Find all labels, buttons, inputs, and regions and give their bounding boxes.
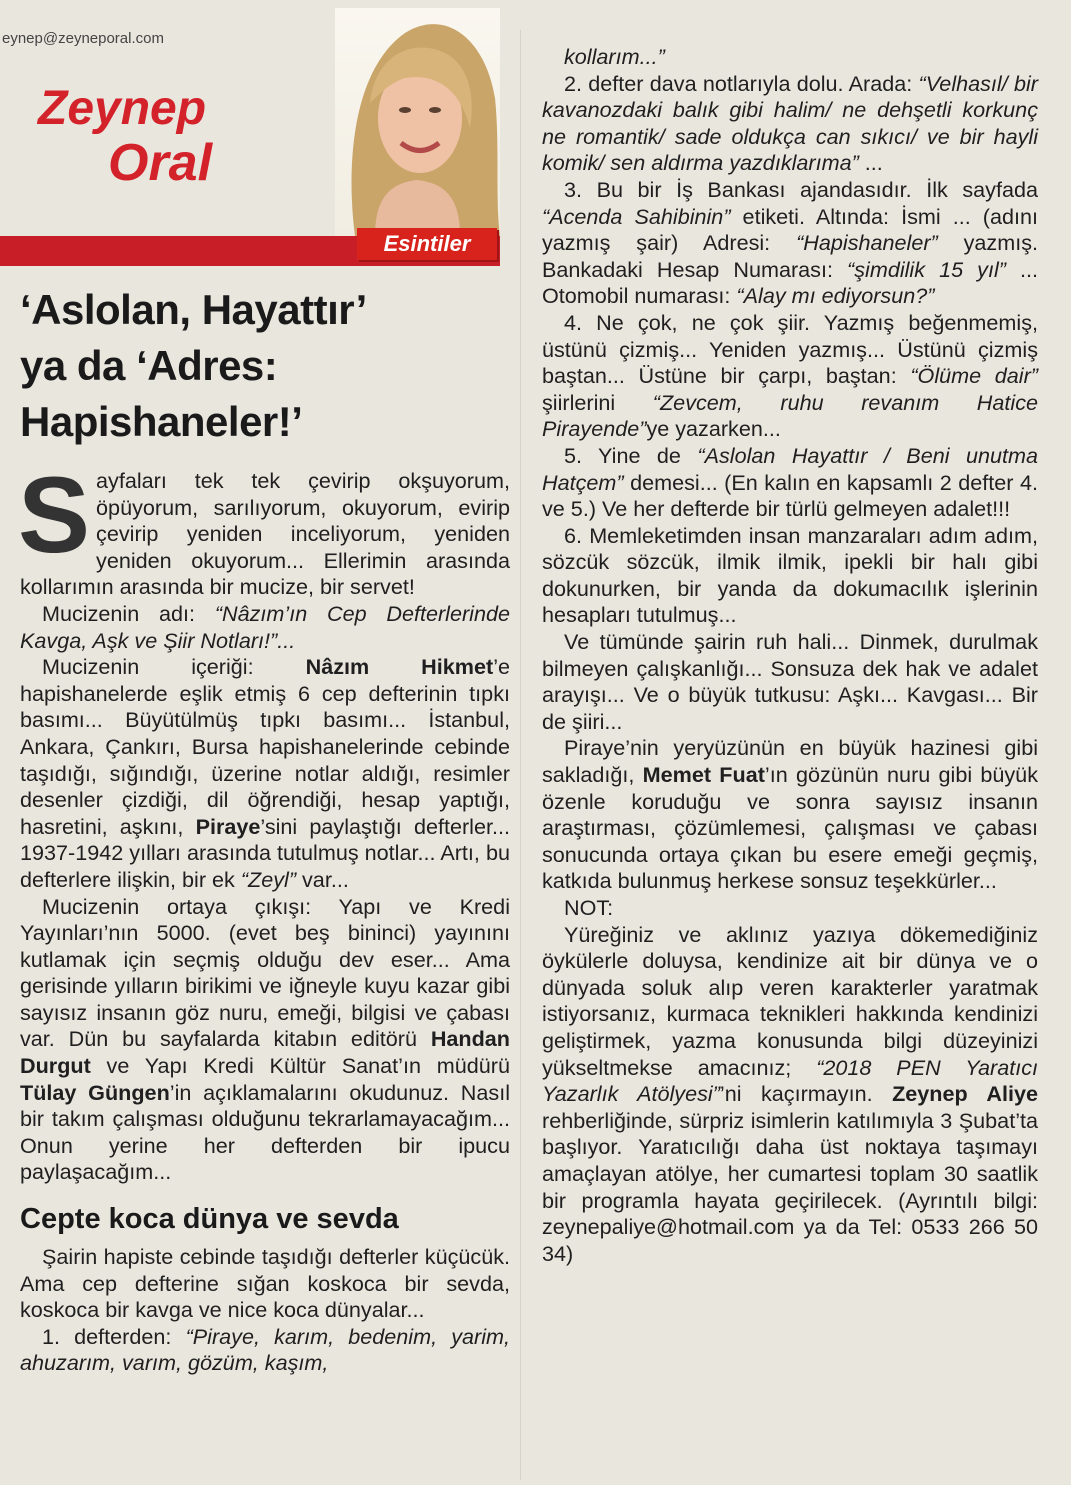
author-email: eynep@zeyneporal.com bbox=[2, 30, 164, 47]
paragraph-c4 bbox=[542, 310, 1038, 443]
author-photo bbox=[335, 8, 500, 236]
c5-b: “Aslolan Hayattır / Beni unutma Hatçem” bbox=[542, 442, 1038, 495]
drop-cap: S bbox=[18, 454, 91, 575]
n-b: “2018 PEN Yaratıcı Yazarlık Atölyesi” bbox=[542, 1054, 1038, 1107]
paragraph-c1 bbox=[542, 44, 1038, 71]
c3-a: 3. Bu bir İş Bankası ajandasıdır. İlk sayfada bbox=[564, 176, 1038, 202]
subheading: Cepte koca dünya ve sevda bbox=[20, 1203, 399, 1236]
c2-b: “Velhasıl/ bir kavanozdaki balık gibi halim/ ne dehşetli korkunç ne romantik/ sade oldukça can sıkıcı/ ve bir hayli komik/ sen aldırma yazdıklarıma” bbox=[542, 70, 1038, 176]
headline-line-3: Hapishaneler!’ bbox=[20, 398, 303, 445]
c8-b: Memet Fuat bbox=[642, 762, 765, 788]
p4-d: Tülay Güngen bbox=[20, 1079, 170, 1105]
author-name bbox=[38, 82, 268, 190]
headline bbox=[20, 282, 510, 450]
n-a: Yüreğiniz ve aklınız yazıya dökemediğiniz öykülerle doluysa, kendinize ait bir dünya ve o dünyada soluk alıp veren karakterler yaratmak istiyorsanız, kurmaca teknikleri hakkında kendinizi geliştirmek, yazma konusunda bilgi düzeyinizi yükseltmekse amacınız; bbox=[542, 921, 1038, 1080]
p6-a: 1. defterden: bbox=[42, 1323, 186, 1349]
paragraph-c2 bbox=[542, 71, 1038, 177]
paragraph-c7: Ve tümünde şairin ruh hali... Dinmek, durulmak bilmeyen çalışkanlığı... Sonsuza dek hak ve adalet arayışı... Ve o büyük tutkusu: Aşkı... Kavgası... Bir de şiiri... bbox=[542, 629, 1038, 734]
c3-g: ... Otomobil numarası: bbox=[542, 256, 1039, 309]
c8-a: Piraye’nin yeryüzünün en büyük hazinesi gibi sakladığı, bbox=[542, 735, 1038, 788]
headline-line-2: ya da ‘Adres: bbox=[20, 342, 278, 389]
note-paragraph bbox=[542, 922, 1038, 1268]
p3-c: ’e hapishanelerde eşlik etmiş 6 cep defterinin tıpkı basımı... Büyütülmüş tıpkı basımı... İstanbul, Ankara, Çankırı, Bursa hapishanelerinde cebinde taşıdığı, sığındığı, üzerine notlar aldığı, resimler desenler çizdiği, dil öğrendiği, hesap yaptığı, hasretini, aşkını, bbox=[20, 654, 510, 839]
p4-a: Mucizenin ortaya çıkışı: Yapı ve Kredi Yayınları’nın 5000. (evet beş bininci) yayınını kutlamak için seçmiş olduğu dev eser... Ama gerisinde yılların birikimi ve iğneyle kuyu kazar gibi sayısız insanın göz nuru, emeği, bilgisi ve çabası var. Dün bu sayfalarda kitabın editörü bbox=[20, 893, 510, 1052]
paragraph-1 bbox=[18, 454, 510, 601]
author-last-name: Oral bbox=[108, 134, 213, 192]
n-e: rehberliğinde, sürpriz isimlerin katılımıyla 3 Şubat’ta başlıyor. Yaratıcılığı daha üst noktaya taşımayı amaçlayan atölye, her cumartesi toplam 30 saatlik bir programla hayata geçirilecek. (Ayrıntılı bilgi: zeynepaliye@hotmail.com ya da Tel: 0533 266 50 34) bbox=[542, 1107, 1038, 1266]
c4-b: “Ölüme dair” bbox=[910, 363, 1038, 389]
paragraph-2 bbox=[20, 601, 510, 654]
p6-b: “Piraye, karım, bedenim, yarim, ahuzarım, varım, gözüm, kaşım, bbox=[20, 1323, 510, 1376]
column-divider bbox=[520, 30, 521, 1480]
headline-line-1: ‘Aslolan, Hayattır’ bbox=[20, 286, 367, 333]
paragraph-c6: 6. Memleketimden insan manzaraları adım adım, sözcük sözcük, ilmik ilmik, ipekli bir halı gibi dokunurken, bir yanda da dokumacılık işlerinin hesapları tutulmuş... bbox=[542, 522, 1038, 628]
c3-b: “Acenda Sahibinin” bbox=[542, 203, 731, 229]
c4-a: 4. Ne çok, ne çok şiir. Yazmış beğenmemiş, üstünü çizmiş... Yeniden yazmış... Üstünü çizmiş baştan... Üstüne bir çarpı, baştan: bbox=[542, 309, 1038, 389]
p3-d: Piraye bbox=[195, 813, 261, 839]
c3-c: etiketi. Altında: İsmi ... (adını yazmış şair) Adresi: bbox=[542, 203, 1038, 256]
p4-e: ’in açıklamalarını okudunuz. Nasıl bir takım çalışması olduğunu tekrarlamayacağım... Onun yerine her defterden bir ipucu paylaşacağım... bbox=[20, 1079, 510, 1185]
paragraph-c5 bbox=[542, 443, 1038, 523]
article-column-2 bbox=[542, 44, 1038, 1267]
c1-text: kollarım...” bbox=[564, 44, 665, 69]
c3-e: yazmış. Bankadaki Hesap Numarası: bbox=[542, 230, 1039, 282]
p3-f: “Zeyl” bbox=[240, 866, 297, 892]
c5-c: demesi... (En kalın en kapsamlı 2 defter 4. ve 5.) Ve her defterde bir türlü gelmeyen adalet!!! bbox=[542, 469, 1038, 522]
c4-c: şiirlerini bbox=[542, 389, 653, 415]
p4-b: Handan Durgut bbox=[20, 1026, 510, 1079]
column-tag: Esintiler bbox=[357, 228, 497, 260]
paragraph-c3 bbox=[542, 177, 1038, 310]
p2-a: Mucizenin adı: bbox=[42, 600, 215, 626]
paragraph-3 bbox=[20, 654, 510, 893]
paragraph-c8 bbox=[542, 735, 1038, 895]
c4-d: “Zevcem, ruhu revanım Hatice Pirayende” bbox=[542, 389, 1038, 442]
article-column-1 bbox=[18, 454, 511, 1377]
c5-a: 5. Yine de bbox=[564, 442, 698, 468]
c2-c: ... bbox=[858, 150, 883, 176]
note-title: NOT: bbox=[564, 895, 614, 920]
paragraph-5: Şairin hapiste cebinde taşıdığı defterler küçücük. Ama cep defterine sığan koskoca bir sevda, koskoca bir kavga ve nice koca dünyalar... bbox=[20, 1244, 510, 1323]
author-portrait-image bbox=[335, 8, 500, 236]
n-c: ’ni kaçırmayın. bbox=[719, 1081, 893, 1107]
p3-e: ’sini paylaştığı defterler... 1937-1942 yılları arasında tutulmuş notlar... Artı, bu defterlere ilişkin, bir ek bbox=[20, 813, 510, 892]
c8-c: ’ın gözünün nuru gibi büyük özenle koruduğu ve sonra sayısız insanın araştırması, çözümlemesi, çalışması ve çabası sonucunda ortaya çıkan bu esere emeği geçmiş, katkıda bulunmuş herkese sonsuz teşekkürler... bbox=[542, 762, 1038, 894]
paragraph-4 bbox=[20, 894, 510, 1187]
c3-d: “Hapishaneler” bbox=[796, 230, 938, 256]
paragraph-1-text: ayfaları tek tek çevirip okşuyorum, öpüyorum, sarılıyorum, okuyorum, evirip çevirip yeniden inceliyorum, yeniden yeniden okuyorum... Ellerimin arasında kollarımın arasında bir mucize, bir servet! bbox=[20, 468, 510, 600]
c2-a: 2. defter dava notlarıyla dolu. Arada: bbox=[564, 70, 919, 96]
p2-b: “Nâzım’ın Cep Defterlerinde Kavga, Aşk ve Şiir Notları!”... bbox=[20, 600, 511, 653]
paragraph-6 bbox=[20, 1324, 510, 1377]
c3-f: “şimdilik 15 yıl” bbox=[847, 256, 1006, 282]
p3-g: var... bbox=[296, 866, 349, 892]
p3-b: Nâzım Hikmet bbox=[305, 654, 494, 680]
p3-a: Mucizenin içeriği: bbox=[42, 654, 306, 680]
c3-h: “Alay mı ediyorsun?” bbox=[736, 283, 935, 309]
n-d: Zeynep Aliye bbox=[892, 1081, 1038, 1107]
author-first-name: Zeynep bbox=[38, 82, 207, 135]
p4-c: ve Yapı Kredi Kültür Sanat’ın müdürü bbox=[90, 1053, 510, 1079]
c4-e: ye yazarken... bbox=[646, 416, 781, 442]
